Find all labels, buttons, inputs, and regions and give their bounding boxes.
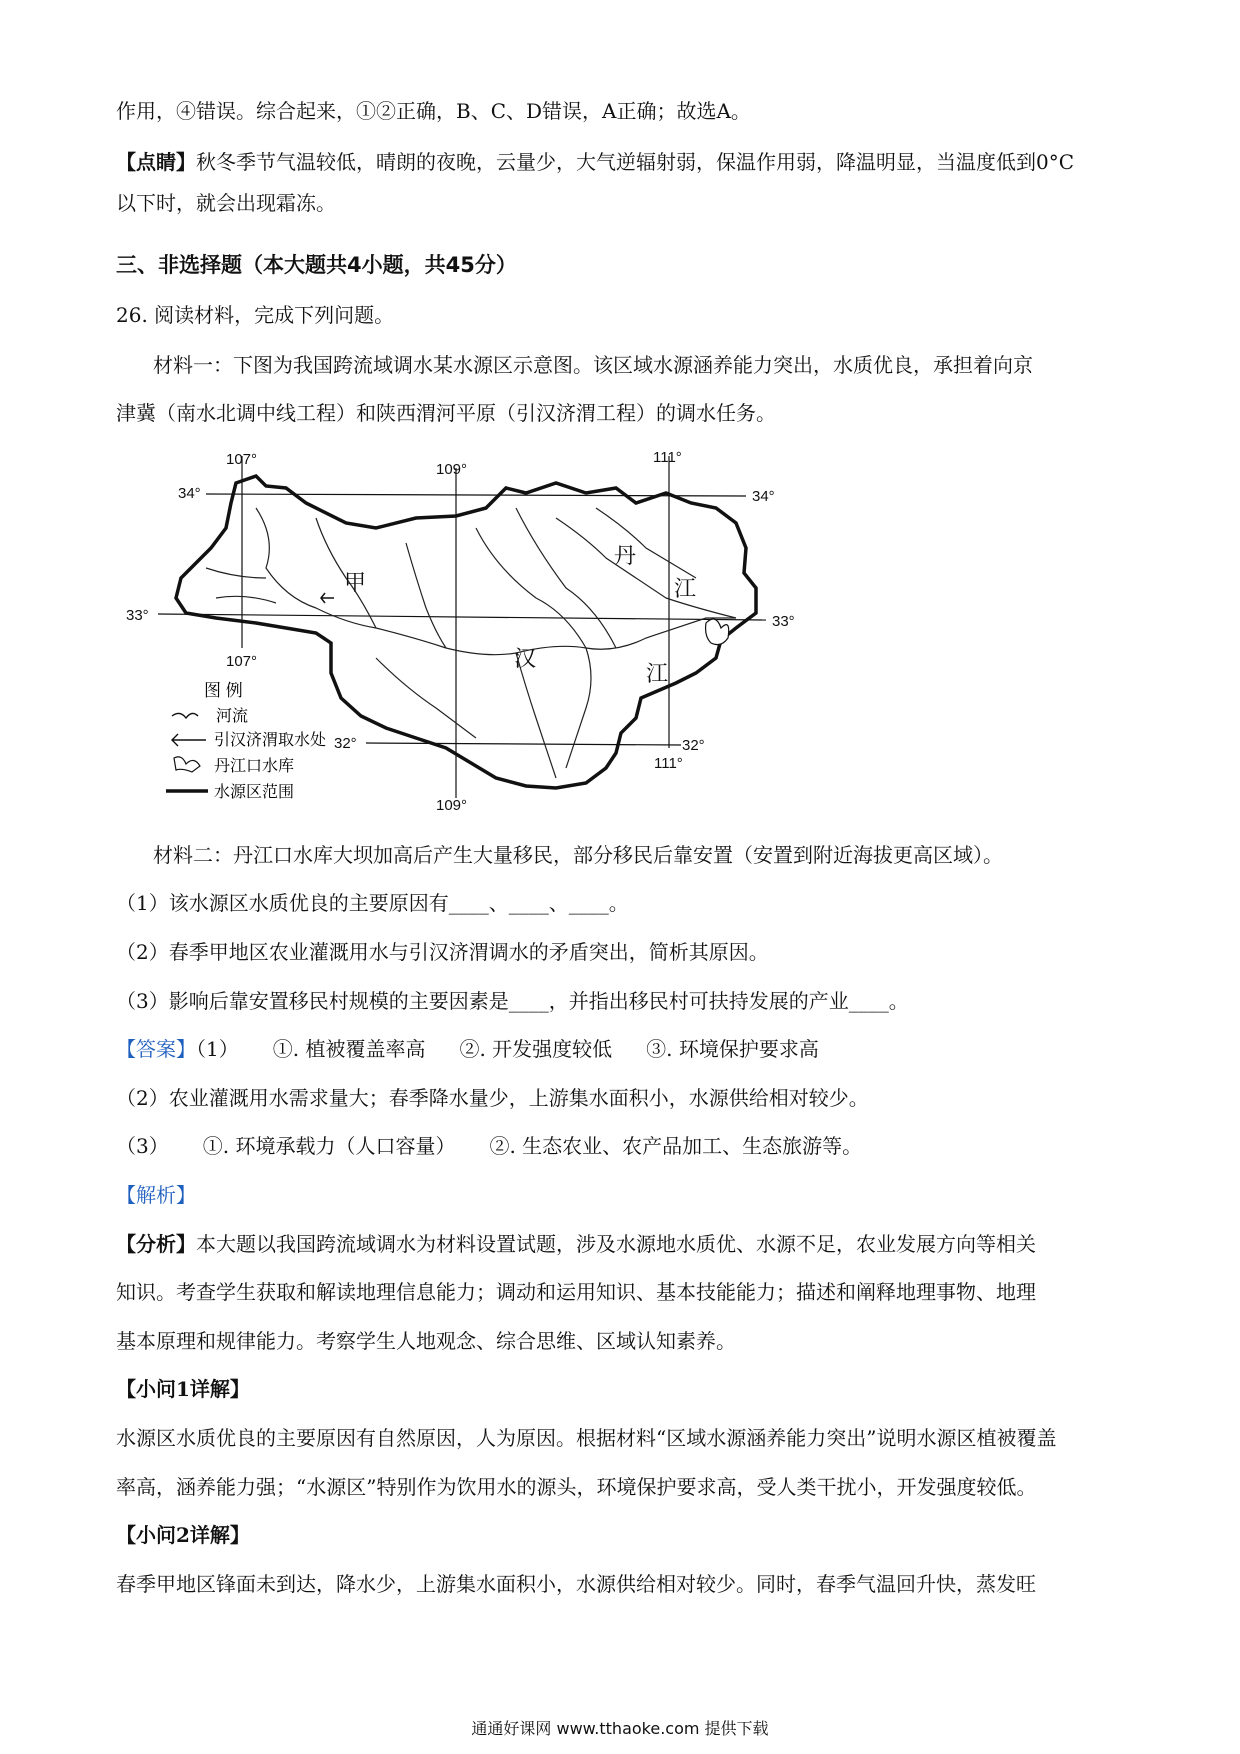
legend-river: 河流	[216, 708, 249, 725]
tributary	[476, 528, 586, 648]
map-label-jiang: 江	[646, 661, 669, 686]
legend-boundary: 水源区范围	[214, 784, 295, 801]
water-source-map	[116, 448, 876, 813]
section-title: 三、非选择题（本大题共4小题，共45分）	[116, 253, 517, 277]
lon-label: 111°	[653, 449, 682, 466]
sub-question-1: （1）该水源区水质优良的主要原因有____、____、____。	[116, 891, 629, 915]
answer-1-number: （1）	[196, 1037, 239, 1061]
analysis-tag: 【解析】	[116, 1183, 196, 1207]
fenxi-tag: 【分析】	[116, 1232, 196, 1256]
tributary	[516, 508, 616, 648]
explanation-line: 春季甲地区锋面未到达，降水少，上游集水面积小，水源供给相对较少。同时，春季气温回升快，蒸发旺	[116, 1572, 1036, 1596]
fenxi-line: 基本原理和规律能力。考察学生人地观念、综合思维、区域认知素养。	[116, 1329, 736, 1353]
text-line: 以下时，就会出现霜冻。	[116, 191, 336, 215]
map-label-han: 汉	[514, 646, 537, 671]
dan-river	[556, 518, 736, 618]
material-2: 材料二：丹江口水库大坝加高后产生大量移民，部分移民后靠安置（安置到附近海拔更高区域）。	[153, 843, 1003, 867]
map-label-jia: 甲	[344, 570, 367, 595]
explanation-line: 率高，涵养能力强；“水源区”特别作为饮用水的源头，环境保护要求高，受人类干扰小，开发强度较低。	[116, 1475, 1037, 1499]
tributary	[206, 568, 266, 578]
tributary	[376, 658, 476, 738]
dianjing-tag: 【点睛】	[116, 150, 196, 174]
answer-3-item: ①. 环境承载力（人口容量）	[202, 1134, 456, 1158]
map-label-jiang: 江	[674, 576, 697, 601]
legend-title: 图 例	[204, 681, 243, 700]
map-legend	[166, 681, 326, 801]
footer-source: 通通好课网 www.tthaoke.com 提供下载	[471, 1719, 769, 1738]
lon-label: 109°	[436, 461, 468, 478]
intake-legend-icon	[172, 734, 206, 746]
reservoir-legend-icon	[174, 757, 200, 772]
fenxi-text: 本大题以我国跨流域调水为材料设置试题，涉及水源地水质优、水源不足，农业发展方向等相关	[196, 1232, 1036, 1256]
tributary	[216, 596, 276, 603]
answer-1-item: ①. 植被覆盖率高	[272, 1037, 426, 1061]
parallel-32	[366, 743, 681, 745]
explanation-line: 水源区水质优良的主要原因有自然原因，人为原因。根据材料“区域水源涵养能力突出”说明水源区植被覆盖	[116, 1426, 1057, 1450]
lon-label: 107°	[226, 451, 258, 468]
map-label-dan: 丹	[614, 543, 637, 568]
tributary	[566, 648, 591, 768]
fenxi-line	[116, 1229, 1126, 1259]
lat-label: 32°	[682, 737, 705, 754]
intake-marker	[321, 593, 334, 603]
lat-label: 33°	[126, 607, 149, 624]
lat-label: 33°	[772, 613, 795, 630]
tributary	[516, 653, 556, 778]
answer-1-item: ②. 开发强度较低	[459, 1037, 613, 1061]
fenxi-line: 知识。考查学生获取和解读地理信息能力；调动和运用知识、基本技能能力；描述和阐释地理事物、地理	[116, 1280, 1036, 1304]
lat-label: 34°	[752, 488, 775, 505]
tributary	[596, 508, 696, 578]
answer-2: （2）农业灌溉用水需求量大；春季降水量少，上游集水面积小，水源供给相对较少。	[116, 1086, 869, 1110]
reservoir-shape	[706, 619, 729, 645]
answer-1	[116, 1034, 1126, 1064]
parallel-33	[158, 614, 766, 620]
sub-question-1-heading: 【小问1详解】	[116, 1377, 250, 1401]
answer-1-item: ③. 环境保护要求高	[646, 1037, 819, 1061]
sub-question-2-heading: 【小问2详解】	[116, 1523, 250, 1547]
material-1-line-1: 材料一：下图为我国跨流域调水某水源区示意图。该区域水源涵养能力突出，水质优良，承担着向京	[153, 353, 1033, 377]
legend-intake: 引汉济渭取水处	[214, 732, 327, 749]
answer-3	[116, 1131, 1126, 1161]
lon-label: 111°	[654, 755, 683, 772]
material-1-line-2: 津冀（南水北调中线工程）和陕西渭河平原（引汉济渭工程）的调水任务。	[116, 401, 776, 425]
question-stem: 26. 阅读材料，完成下列问题。	[116, 303, 395, 327]
sub-question-3: （3）影响后靠安置移民村规模的主要因素是____，并指出移民村可扶持发展的产业____。	[116, 989, 909, 1013]
lon-label: 109°	[436, 797, 468, 813]
answer-tag: 【答案】	[116, 1037, 196, 1061]
sub-question-2: （2）春季甲地区农业灌溉用水与引汉济渭调水的矛盾突出，简析其原因。	[116, 940, 769, 964]
tributary	[406, 543, 446, 648]
dianjing-paragraph	[116, 147, 1126, 177]
river-legend-icon	[172, 713, 198, 718]
han-river	[256, 508, 736, 655]
dianjing-text: 秋冬季节气温较低，晴朗的夜晚，云量少，大气逆辐射弱，保温作用弱，降温明显，当温度低到0°C	[196, 150, 1075, 174]
legend-reservoir: 丹江口水库	[214, 758, 295, 775]
lon-label: 107°	[226, 653, 258, 670]
lat-label: 34°	[178, 485, 201, 502]
answer-3-number: （3）	[116, 1134, 169, 1158]
lat-label: 32°	[334, 735, 357, 752]
text-line: 作用，④错误。综合起来，①②正确，B、C、D错误，A正确；故选A。	[116, 99, 751, 123]
answer-3-item: ②. 生态农业、农产品加工、生态旅游等。	[489, 1134, 863, 1158]
